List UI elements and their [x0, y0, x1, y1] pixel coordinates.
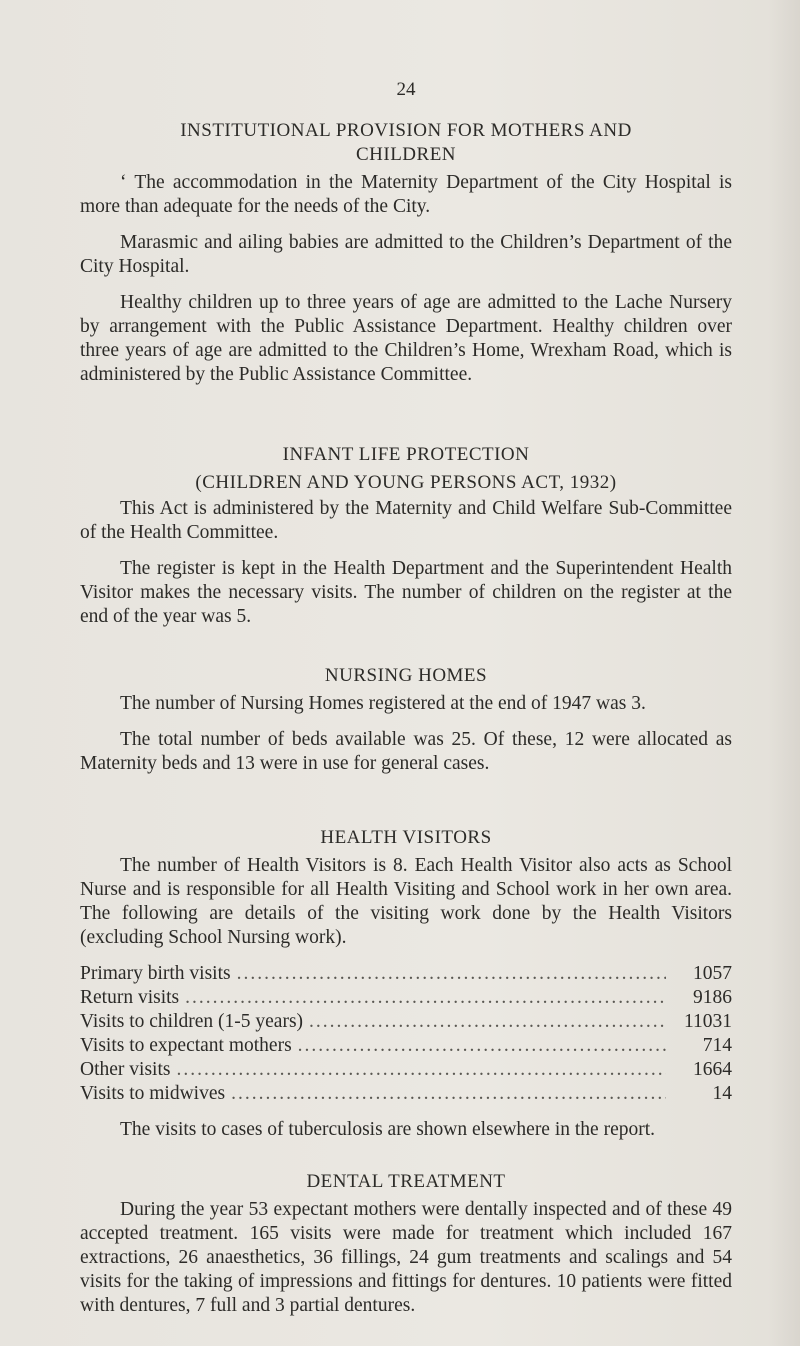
table-row — [80, 1058, 732, 1082]
row-label: Visits to children (1-5 years) — [80, 1011, 304, 1032]
paragraph: The register is kept in the Health Department and the Superintendent Health Visitor makes the necessary visits. The number of children on the register at the end of the year was 5. — [80, 558, 732, 627]
table-row — [80, 1034, 732, 1058]
paragraph: Marasmic and ailing babies are admitted to the Children’s Department of the City Hospital. — [80, 232, 732, 277]
row-label: Visits to midwives — [80, 1083, 226, 1104]
section-health-visitors — [80, 826, 732, 1142]
row-label: Other visits — [80, 1059, 171, 1080]
table-row — [80, 986, 732, 1010]
dot-leader — [309, 1010, 666, 1034]
paragraph: The visits to cases of tuberculosis are shown elsewhere in the report. — [120, 1119, 656, 1140]
table-row — [80, 1082, 732, 1106]
dot-leader — [185, 986, 666, 1010]
row-value: 11031 — [683, 1011, 732, 1032]
paragraph: This Act is administered by the Maternity and Child Welfare Sub-Committee of the Health Committee. — [80, 498, 732, 543]
row-value: 9186 — [693, 987, 732, 1008]
section-infant-life-protection — [80, 443, 732, 629]
table-row — [80, 1010, 732, 1034]
table-row — [80, 962, 732, 986]
section-heading: NURSING HOMES — [324, 665, 488, 686]
paragraph: The total number of beds available was 25. Of these, 12 were allocated as Maternity beds and 13 were in use for general cases. — [80, 729, 732, 774]
row-label: Visits to expectant mothers — [80, 1035, 292, 1056]
section-institutional — [80, 119, 732, 387]
dot-leader — [298, 1034, 666, 1058]
section-heading: HEALTH VISITORS — [320, 827, 492, 848]
paragraph: During the year 53 expectant mothers were dentally inspected and of these 49 accepted treatment. 165 visits were made for treatment which included 167 extractions, 26 anaesthetics, 36 fillings, 24 gum treatments and scalings and 54 visits for the taking of impressions and fittings for dentures. 10 patients were fitted with dentures, 7 full and 3 partial dentures. — [80, 1199, 732, 1316]
page-number: 24 — [396, 79, 416, 100]
row-label: Primary birth visits — [80, 963, 231, 984]
row-value: 1057 — [693, 963, 732, 984]
paragraph: The number of Nursing Homes registered at the end of 1947 was 3. — [120, 693, 646, 714]
row-value: 714 — [702, 1035, 732, 1056]
dot-leader — [231, 1082, 666, 1106]
section-heading: DENTAL TREATMENT — [306, 1171, 506, 1192]
paragraph: Healthy children up to three years of age are admitted to the Lache Nursery by arrangement with the Public Assistance Department. Healthy children over three years of age are admitted to the Children’s Home, Wrexham Road, which is administered by the Public Assistance Committee. — [80, 292, 732, 385]
row-value: 1664 — [693, 1059, 732, 1080]
section-heading: INSTITUTIONAL PROVISION FOR MOTHERS AND — [180, 120, 632, 141]
section-heading: (CHILDREN AND YOUNG PERSONS ACT, 1932) — [195, 472, 617, 493]
section-dental-treatment — [80, 1170, 732, 1318]
dot-leader — [176, 1058, 666, 1082]
section-heading: INFANT LIFE PROTECTION — [282, 444, 530, 465]
dot-leader — [237, 962, 666, 986]
section-nursing-homes — [80, 664, 732, 776]
row-value: 14 — [712, 1083, 732, 1104]
paragraph: ‘ The accommodation in the Maternity Department of the City Hospital is more than adequate for the needs of the City. — [80, 172, 732, 217]
row-label: Return visits — [80, 987, 180, 1008]
paragraph: The number of Health Visitors is 8. Each Health Visitor also acts as School Nurse and is responsible for all Health Visiting and School work in her own area. The following are details of the visiting work done by the Health Visitors (excluding School Nursing work). — [80, 855, 732, 948]
section-heading: CHILDREN — [355, 144, 457, 165]
visits-table — [80, 962, 732, 1106]
